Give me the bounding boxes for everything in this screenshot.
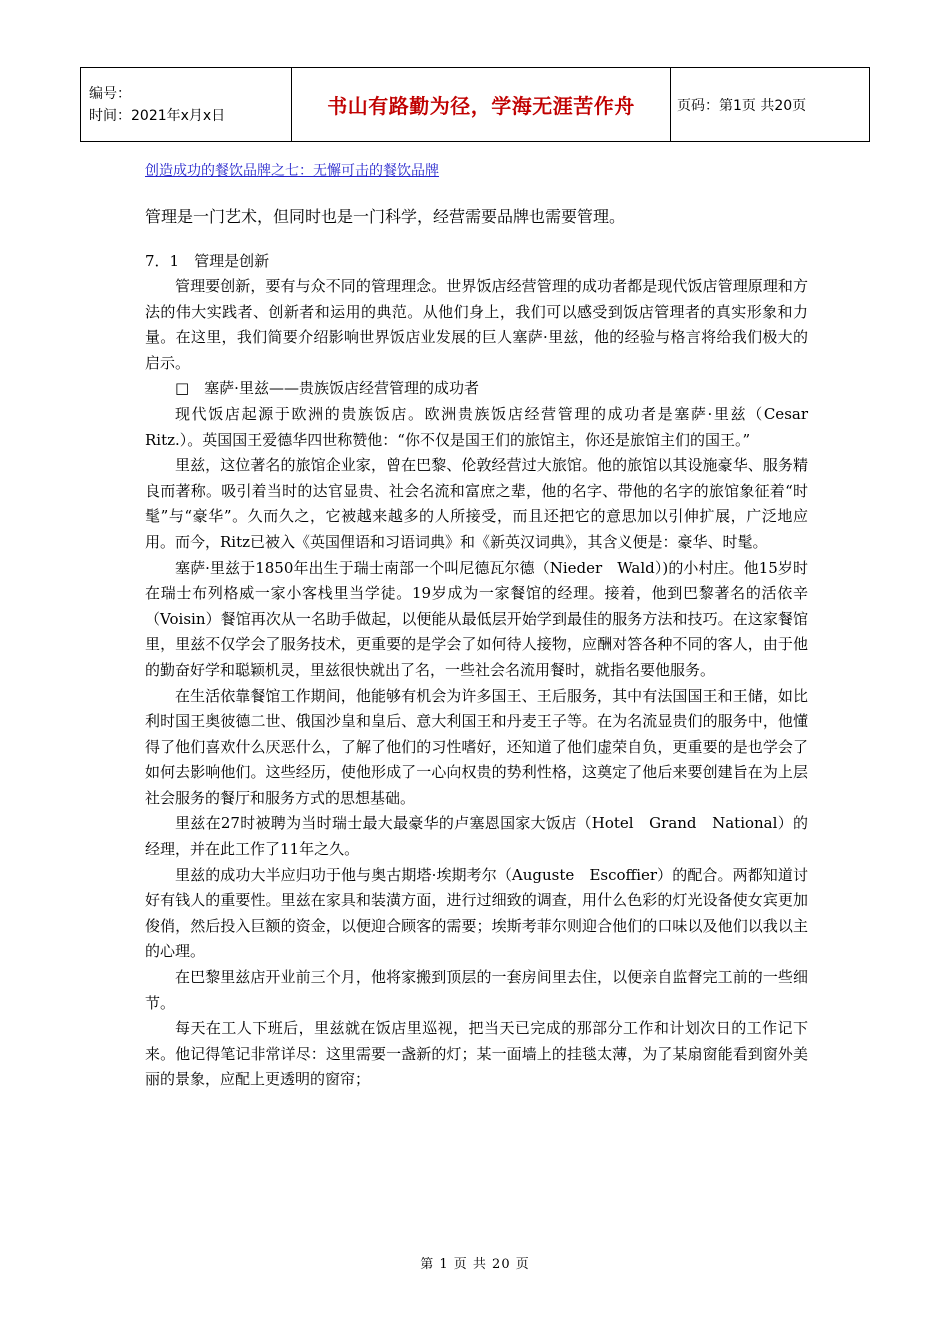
paragraph: 里兹的成功大半应归功于他与奥古期塔·埃期考尔（Auguste Escoffier）的配合。两都知道讨好有钱人的重要性。里兹在家具和装潢方面，进行过细致的调查，用什么色彩的灯光设备使女宾更加俊俏，然后投入巨额的资金，以便迎合顾客的需要；埃斯考菲尔则迎合他们的口味以及他们以我以主的心理。 <box>145 865 808 961</box>
header-motto: 书山有路勤为径，学海无涯苦作舟 <box>292 68 671 142</box>
paragraph: 塞萨·里兹于1850年出生于瑞士南部一个叫尼德瓦尔德（Nieder Wald）)的小村庄。他15岁时在瑞士布列格威一家小客栈里当学徒。19岁成为一家餐馆的经理。接着，他到巴黎著名的活依辛（Voisin）餐馆再次从一名助手做起，以便能从最低层开始学到最佳的服务方法和技巧。在这家餐馆里，里兹不仅学会了服务技术，更重要的是学会了如何待人接物，应酬对答各种不同的客人，由于他的勤奋好学和聪颖机灵，里兹很快就出了名，一些社会名流用餐时，就指名要他服务。 <box>145 558 808 679</box>
paragraph: 在生活依靠餐馆工作期间，他能够有机会为许多国王、王后服务，其中有法国国王和王储，如比利时国王奥彼德二世、俄国沙皇和皇后、意大利国王和丹麦王子等。在为名流显贵们的服务中，他懂得了他们喜欢什么厌恶什么，了解了他们的习性嗜好，还知道了他们虚荣自负，更重要的是也学会了如何去影响他们。这些经历，使他形成了一心向权贵的势利性格，这奠定了他后来要创建旨在为上层社会服务的餐厅和服务方式的思想基础。 <box>145 686 808 807</box>
title-link[interactable]: 创造成功的餐饮品牌之七：无懈可击的餐饮品牌 <box>145 163 439 179</box>
paragraph: 管理要创新，要有与众不同的管理理念。世界饭店经营管理的成功者都是现代饭店管理原理和方法的伟大实践者、创新者和运用的典范。从他们身上，我们可以感受到饭店管理者的真实形象和力量。在这里，我们简要介绍影响世界饭店业发展的巨人塞萨·里兹，他的经验与格言将给我们极大的启示。 <box>145 277 808 372</box>
paragraph: 在巴黎里兹店开业前三个月，他将家搬到顶层的一套房间里去住，以便亲自监督完工前的一些细节。 <box>145 968 808 1012</box>
paragraph: 里兹，这位著名的旅馆企业家，曾在巴黎、伦敦经营过大旅馆。他的旅馆以其设施豪华、服务精良而著称。吸引着当时的达官显贵、社会名流和富庶之辈，他的名字、带他的名字的旅馆象征着“时髦”与“豪华”。久而久之，它被越来越多的人所接受，而且还把它的意思加以引伸扩展，广泛地应用。而今，Ritz已被入《英国俚语和习语词典》和《新英汉词典》，其含义便是：豪华、时髦。 <box>145 456 808 551</box>
section-title: 7．1 管理是创新 <box>145 252 270 270</box>
header-meta <box>81 68 292 142</box>
date-label: 时间：2021年x月x日 <box>89 107 226 124</box>
document-header <box>80 67 870 142</box>
paragraph: 每天在工人下班后，里兹就在饭店里巡视，把当天已完成的那部分工作和计划次日的工作记下来。他记得笔记非常详尽：这里需要一盏新的灯；某一面墙上的挂毯太薄，为了某扇窗能看到窗外美丽的景象，应配上更透明的窗帘； <box>145 1019 808 1089</box>
paragraph: 里兹在27时被聘为当时瑞士最大最豪华的卢塞恩国家大饭店（Hotel Grand National）的经理，并在此工作了11年之久。 <box>145 814 808 859</box>
document-body <box>145 158 824 1093</box>
header-page-info: 页码：第1页 共20页 <box>671 68 870 142</box>
page-footer: 第 1 页 共 20 页 <box>420 1257 530 1272</box>
paragraph: 现代饭店起源于欧洲的贵族饭店。欧洲贵族饭店经营管理的成功者是塞萨·里兹（Cesar Ritz.）。英国国王爱德华四世称赞他：“你不仅是国王们的旅馆主，你还是旅馆主们的国王。” <box>145 404 824 449</box>
subsection-title: □ 塞萨·里兹——贵族饭店经营管理的成功者 <box>175 379 479 398</box>
intro-text: 管理是一门艺术，但同时也是一门科学，经营需要品牌也需要管理。 <box>145 207 626 226</box>
number-label: 编号： <box>89 85 131 102</box>
